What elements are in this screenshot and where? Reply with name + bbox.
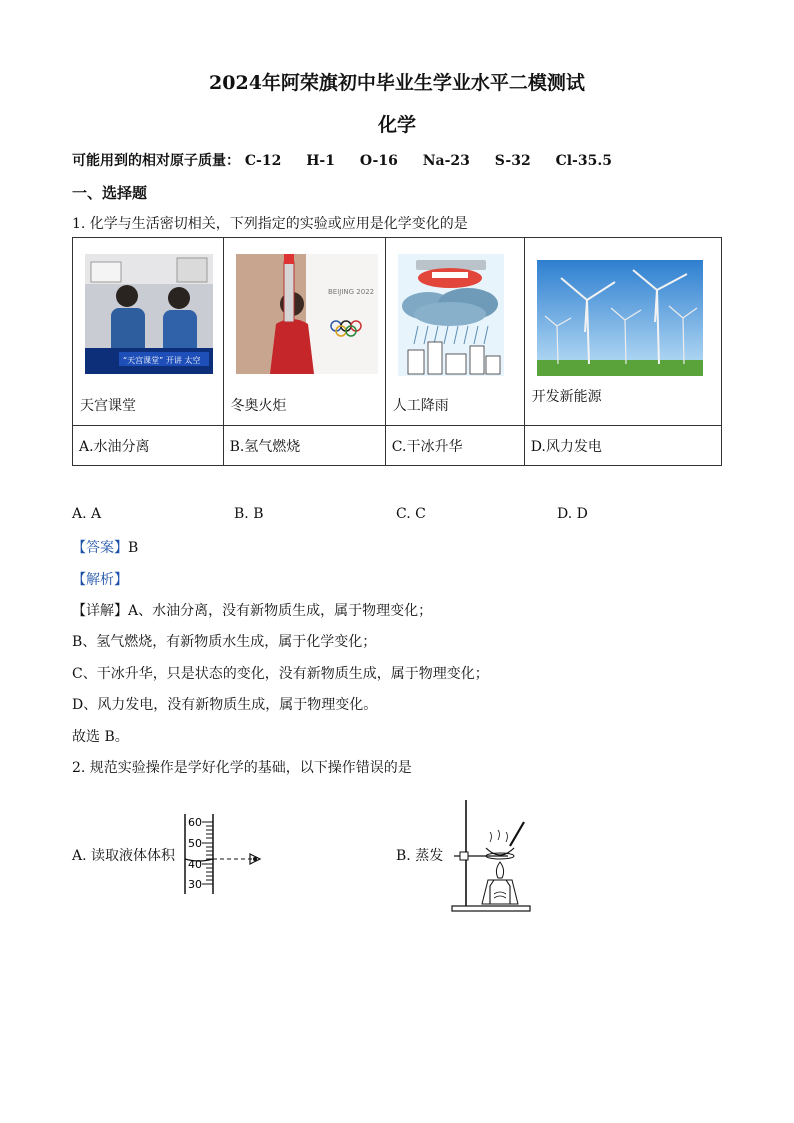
exam-subject: 化学 (377, 114, 416, 136)
q1-stem: 1. 化学与生活密切相关，下列指定的实验或应用是化学变化的是 (72, 216, 468, 232)
image-caption: 天宫课堂 (80, 398, 136, 414)
evaporation-apparatus-diagram (450, 798, 540, 914)
answer-line (72, 537, 138, 557)
choice-b: B. B (234, 506, 264, 522)
q1-cell-c (385, 238, 524, 426)
mass-item: Cl-35.5 (555, 153, 612, 169)
tick-label: 30 (188, 878, 202, 891)
exam-title: 2024年阿荣旗初中毕业生学业水平二模测试 (209, 72, 585, 94)
tick-label: 40 (188, 858, 202, 871)
detail-tag: 【详解】 (72, 603, 128, 619)
mass-item: C-12 (244, 153, 282, 169)
answer-tag: 【答案】 (72, 540, 128, 556)
photo-overlay-text: “天宫课堂” 开讲 太空 (123, 356, 201, 365)
masses-label: 可能用到的相对原子质量： (72, 153, 240, 169)
q2-option-a: A. 读取液体体积 (72, 848, 176, 864)
choice-c: C. C (396, 506, 426, 522)
detail-line: D、风力发电，没有新物质生成，属于物理变化。 (72, 697, 378, 713)
image-caption: 冬奥火炬 (230, 398, 287, 414)
answer-cell: A.水油分离 (73, 426, 224, 466)
analysis-tag: 【解析】 (72, 572, 128, 588)
detail-text: A、水油分离，没有新物质生成，属于物理变化； (128, 603, 433, 619)
graduated-cylinder-diagram (180, 810, 270, 900)
answer-value: B (128, 540, 139, 556)
detail-line (72, 600, 432, 620)
choice-d: D. D (557, 506, 588, 522)
detail-line: B、氢气燃烧，有新物质水生成，属于化学变化； (72, 634, 377, 650)
detail-line: C、干冰升华，只是状态的变化，没有新物质生成，属于物理变化； (72, 666, 489, 682)
conclusion-line: 故选 B。 (72, 729, 129, 745)
mass-item: S-32 (494, 153, 531, 169)
q2-stem: 2. 规范实验操作是学好化学的基础，以下操作错误的是 (72, 760, 412, 776)
q1-table (72, 237, 722, 466)
mass-item: H-1 (306, 153, 335, 169)
answer-cell: C.干冰升华 (385, 426, 524, 466)
section-heading: 一、选择题 (72, 184, 148, 202)
answer-cell: B.氢气燃烧 (223, 426, 385, 466)
image-caption: 人工降雨 (392, 398, 449, 414)
photo-overlay-text: BEIJING 2022 (327, 288, 374, 296)
q2-option-b: B. 蒸发 (396, 848, 444, 864)
tick-label: 50 (188, 837, 202, 850)
tick-label: 60 (188, 816, 202, 829)
artificial-rain-illustration (398, 254, 504, 376)
mass-item: O-16 (359, 153, 398, 169)
wind-turbines-photo (537, 260, 703, 376)
olympic-torch-photo (236, 254, 378, 374)
image-caption: 开发新能源 (531, 389, 602, 405)
space-class-photo (85, 254, 213, 374)
answer-cell: D.风力发电 (524, 426, 721, 466)
q1-cell-d (524, 238, 721, 426)
mass-item: Na-23 (422, 153, 470, 169)
q1-cell-b (223, 238, 385, 426)
choice-a: A. A (72, 506, 102, 522)
atomic-masses (72, 150, 632, 170)
q1-cell-a (73, 238, 224, 426)
